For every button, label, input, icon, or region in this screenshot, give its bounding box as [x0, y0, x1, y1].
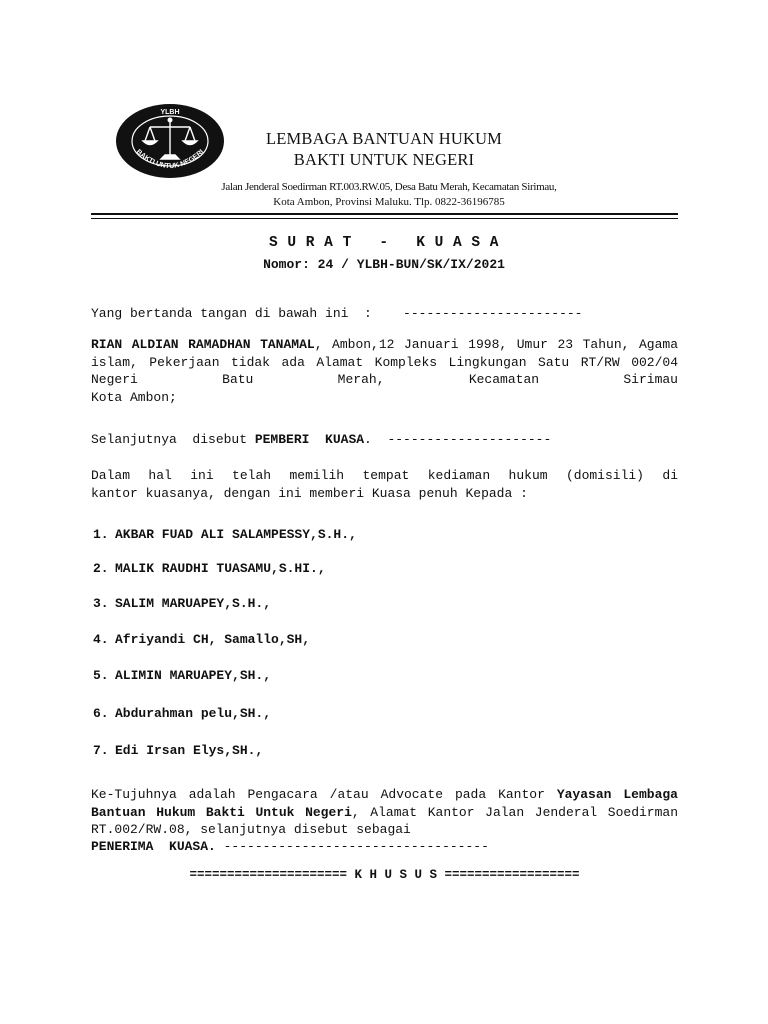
penerima-suffix: ---------------------------------- [215, 839, 489, 854]
lawyer-name: ALIMIN MARUAPEY,SH., [115, 668, 272, 683]
lawyer-name: Abdurahman pelu,SH., [115, 706, 272, 721]
list-number: 5. [93, 668, 109, 683]
lawyer-name: Afriyandi CH, Samallo,SH, [115, 632, 311, 647]
org-address-line1: Jalan Jenderal Soedirman RT.003.RW.05, Desa Batu Merah, Kecamatan Sirimau, [221, 181, 557, 193]
logo-ring-text: BAKTI UNTUK NEGERI [134, 148, 206, 171]
pemberi-label: PEMBERI KUASA [254, 432, 365, 447]
pemberi-kuasa-line [91, 432, 678, 447]
penerima-prefix: Ke-Tujuhnya adalah Pengacara /atau Advocate pada Kantor [91, 787, 557, 802]
domisili-line1: Dalam hal ini telah memilih tempat kediaman hukum (domisili) di [91, 468, 678, 483]
list-item [93, 706, 271, 721]
list-item [93, 596, 271, 611]
signer-details-end: Kota Ambon; [91, 389, 177, 405]
signer-name: RIAN ALDIAN RAMADHAN TANAMAL [91, 337, 315, 352]
penerima-paragraph [91, 786, 678, 839]
penerima-kuasa-line [91, 839, 678, 854]
khusus-heading: ===================== K H U S U S ================== [189, 868, 580, 882]
list-item [93, 561, 326, 576]
lawyer-name: Edi Irsan Elys,SH., [115, 743, 264, 758]
list-item [93, 527, 357, 542]
document-title: S U R A T - K U A S A [268, 235, 500, 251]
lawyer-name: MALIK RAUDHI TUASAMU,S.HI., [115, 561, 326, 576]
list-number: 1. [93, 527, 109, 542]
pemberi-suffix: . --------------------- [364, 432, 552, 447]
signer-intro: Yang bertanda tangan di bawah ini : ----------------------- [91, 306, 583, 321]
org-name-line2: BAKTI UNTUK NEGERI [293, 150, 475, 169]
header-rule-thin [91, 218, 678, 219]
logo-top-text: YLBH [160, 109, 180, 116]
lawyer-name: AKBAR FUAD ALI SALAMPESSY,S.H., [115, 527, 357, 542]
list-number: 7. [93, 743, 109, 758]
penerima-mid: , Alamat Kantor Jalan Jenderal Soedirman RT.002/RW.08, selanjutnya disebut sebagai [91, 804, 678, 837]
penerima-label: PENERIMA KUASA. [91, 839, 216, 854]
list-item [93, 632, 310, 647]
pemberi-prefix: Selanjutnya disebut [91, 432, 255, 447]
document-number: Nomor: 24 / YLBH-BUN/SK/IX/2021 [263, 257, 505, 272]
list-item [93, 743, 263, 758]
list-number: 3. [93, 596, 109, 611]
ylbh-logo [115, 103, 225, 179]
list-number: 6. [93, 706, 109, 721]
signer-details: , Ambon,12 Januari 1998, Umur 23 Tahun, Agama islam, Pekerjaan tidak ada Alamat Kompleks Lingkungan Satu RT/RW 002/04 Negeri Batu Merah, Kecamatan Sirimau [91, 337, 678, 387]
list-item [93, 668, 271, 683]
header-rule-thick [91, 213, 678, 215]
signer-paragraph [91, 336, 678, 406]
org-address-line2: Kota Ambon, Provinsi Maluku. Tlp. 0822-36196785 [273, 196, 505, 208]
org-name-line1: LEMBAGA BANTUAN HUKUM [265, 129, 503, 148]
domisili-paragraph [91, 467, 678, 502]
lawyer-name: SALIM MARUAPEY,S.H., [115, 596, 272, 611]
penerima-org: Yayasan Lembaga Bantuan Hukum Bakti Untuk Negeri [91, 787, 678, 820]
list-number: 2. [93, 561, 109, 576]
list-number: 4. [93, 632, 109, 647]
domisili-line2: kantor kuasanya, dengan ini memberi Kuasa penuh Kepada : [91, 485, 528, 501]
